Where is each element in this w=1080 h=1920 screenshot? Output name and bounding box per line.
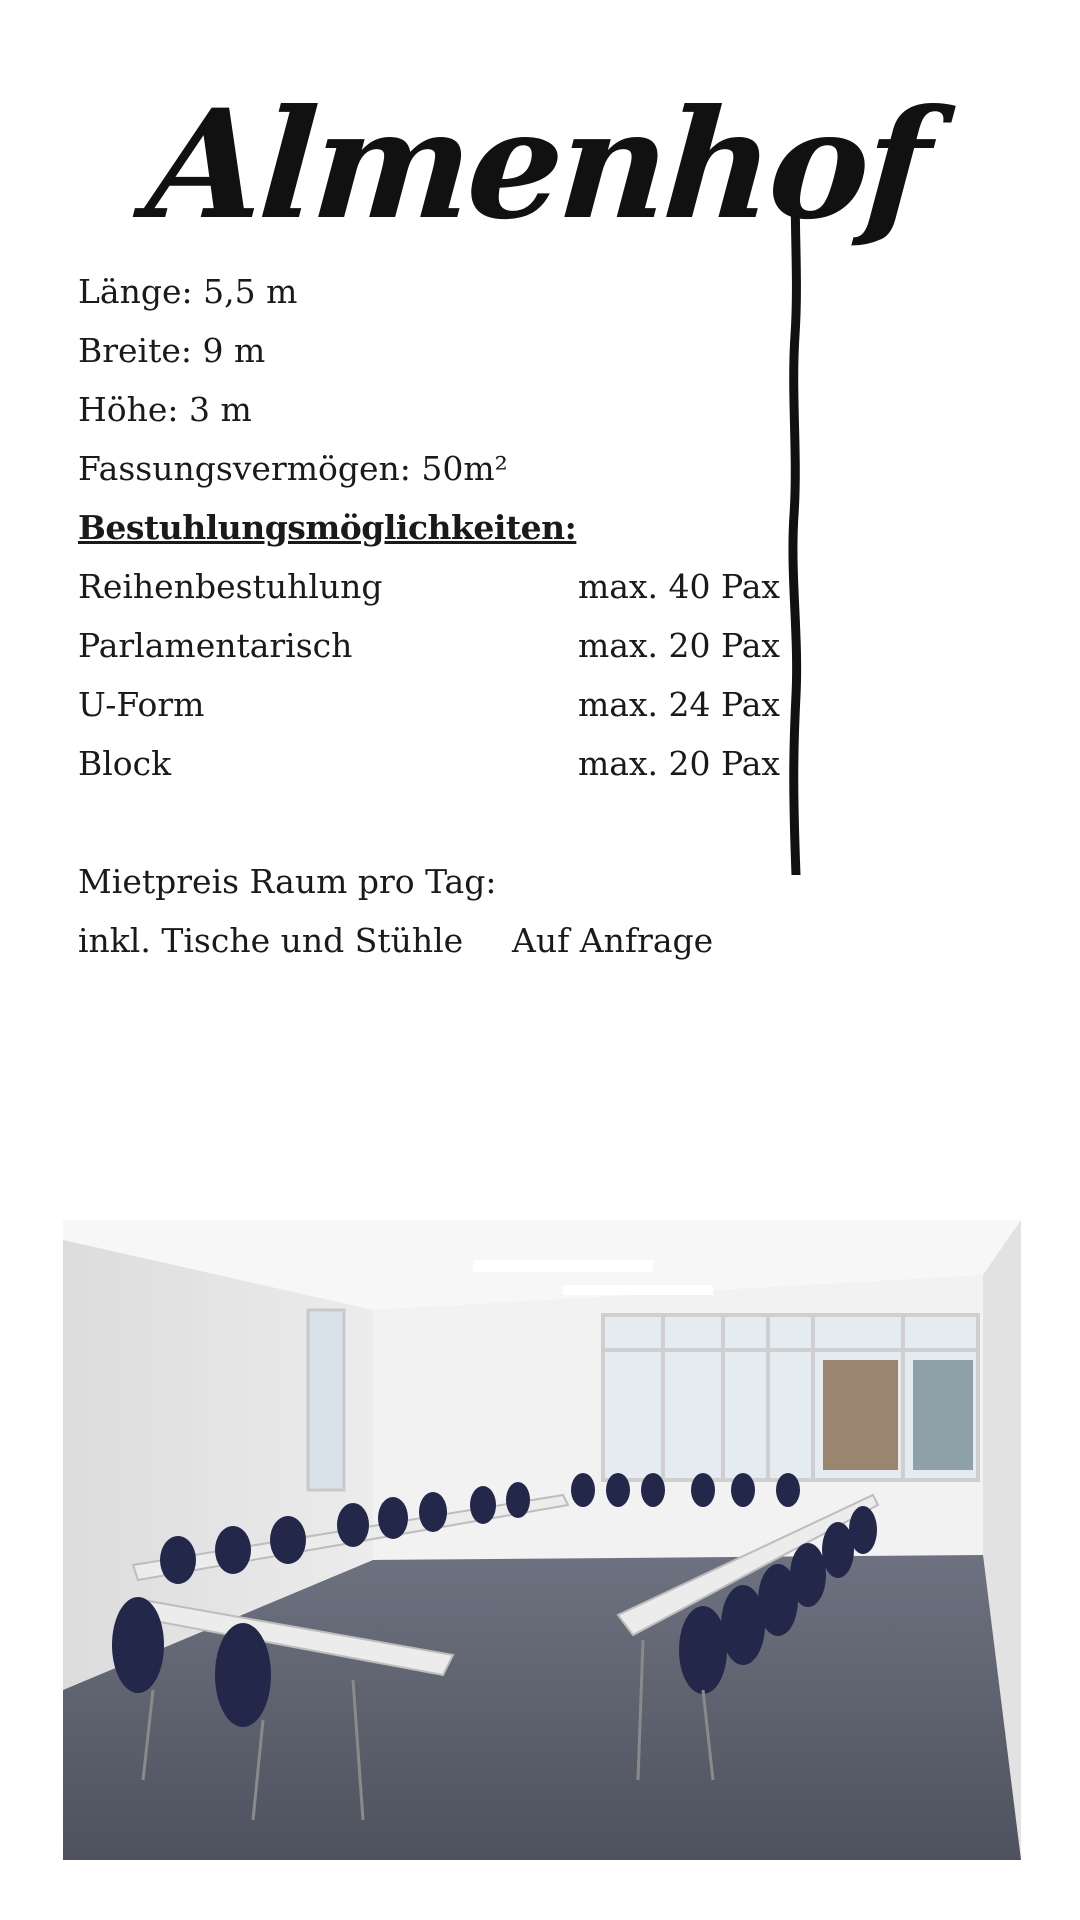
room-photo — [63, 1220, 1021, 1860]
spec-length: Länge: 5,5 m — [78, 272, 298, 311]
seating-option-capacity: max. 24 Pax — [577, 685, 780, 724]
seating-option-capacity: max. 20 Pax — [577, 744, 780, 783]
seating-option-name: Parlamentarisch — [78, 626, 353, 665]
spec-width: Breite: 9 m — [78, 331, 266, 370]
seating-option-name: U-Form — [78, 685, 205, 724]
price-sub-label: inkl. Tische und Stühle — [78, 921, 464, 960]
seating-heading: Bestuhlungsmöglichkeiten: — [78, 508, 577, 547]
vertical-divider-line — [785, 155, 807, 875]
price-value: Auf Anfrage — [512, 921, 714, 960]
price-label: Mietpreis Raum pro Tag: — [78, 862, 497, 901]
spec-height: Höhe: 3 m — [78, 390, 252, 429]
seating-option-name: Reihenbestuhlung — [78, 567, 383, 606]
seating-option-name: Block — [78, 744, 172, 783]
seating-option-capacity: max. 20 Pax — [577, 626, 780, 665]
seating-option-capacity: max. 40 Pax — [577, 567, 780, 606]
room-title: Almenhof — [141, 77, 933, 253]
spec-capacity: Fassungsvermögen: 50m² — [78, 449, 508, 488]
room-photo-illustration — [63, 1220, 1021, 1860]
